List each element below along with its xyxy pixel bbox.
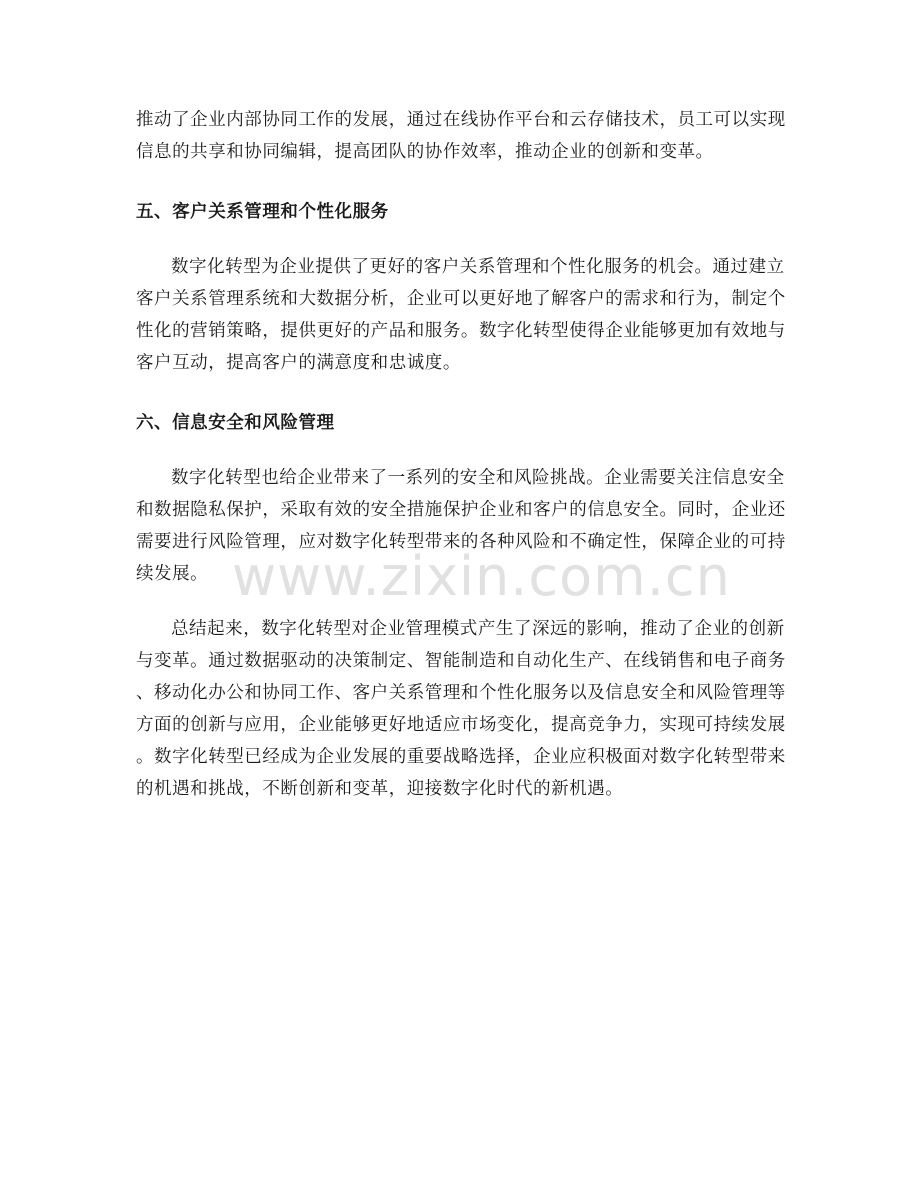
paragraph-line: 性化的营销策略，提供更好的产品和服务。数字化转型使得企业能够更加有效地与 [136,321,786,341]
paragraph-line: 推动了企业内部协同工作的发展，通过在线协作平台和云存储技术，员工可以实现 [136,110,786,130]
paragraph-line: 和数据隐私保护，采取有效的安全措施保护企业和客户的信息安全。同时，企业还 [136,500,786,520]
paragraph-line: 客户关系管理系统和大数据分析，企业可以更好地了解客户的需求和行为，制定个 [136,289,786,309]
paragraph-line: 总结起来，数字化转型对企业管理模式产生了深远的影响，推动了企业的创新 [171,619,785,639]
paragraph-line: 续发展。 [136,564,209,584]
paragraph-line: 信息的共享和协同编辑，提高团队的协作效率，推动企业的创新和变革。 [136,142,714,162]
section-5-paragraph [136,251,786,379]
paragraph-line: 方面的创新与应用，企业能够更好地适应市场变化，提高竞争力，实现可持续发展 [136,715,786,735]
conclusion-paragraph [136,613,786,805]
paragraph-line: 数字化转型为企业提供了更好的客户关系管理和个性化服务的机会。通过建立 [171,257,785,277]
paragraph-line: 数字化转型也给企业带来了一系列的安全和风险挑战。企业需要关注信息安全 [171,468,785,488]
paragraph-line: 、移动化办公和协同工作、客户关系管理和个性化服务以及信息安全和风险管理等 [136,683,786,703]
watermark: www.zixin.com.cn [232,545,731,608]
intro-paragraph [136,104,786,168]
paragraph-line: 与变革。通过数据驱动的决策制定、智能制造和自动化生产、在线销售和电子商务 [136,651,786,671]
paragraph-line: 客户互动，提高客户的满意度和忠诚度。 [136,353,461,373]
section-6-paragraph [136,462,786,590]
paragraph-line: 的机遇和挑战，不断创新和变革，迎接数字化时代的新机遇。 [136,779,624,799]
paragraph-line: 需要进行风险管理，应对数字化转型带来的各种风险和不确定性，保障企业的可持 [136,532,786,552]
section-heading-5: 五、客户关系管理和个性化服务 [136,202,389,222]
document-body [136,104,786,805]
section-heading-6: 六、信息安全和风险管理 [136,413,335,433]
paragraph-line: 。数字化转型已经成为企业发展的重要战略选择，企业应积极面对数字化转型带来 [136,747,786,767]
